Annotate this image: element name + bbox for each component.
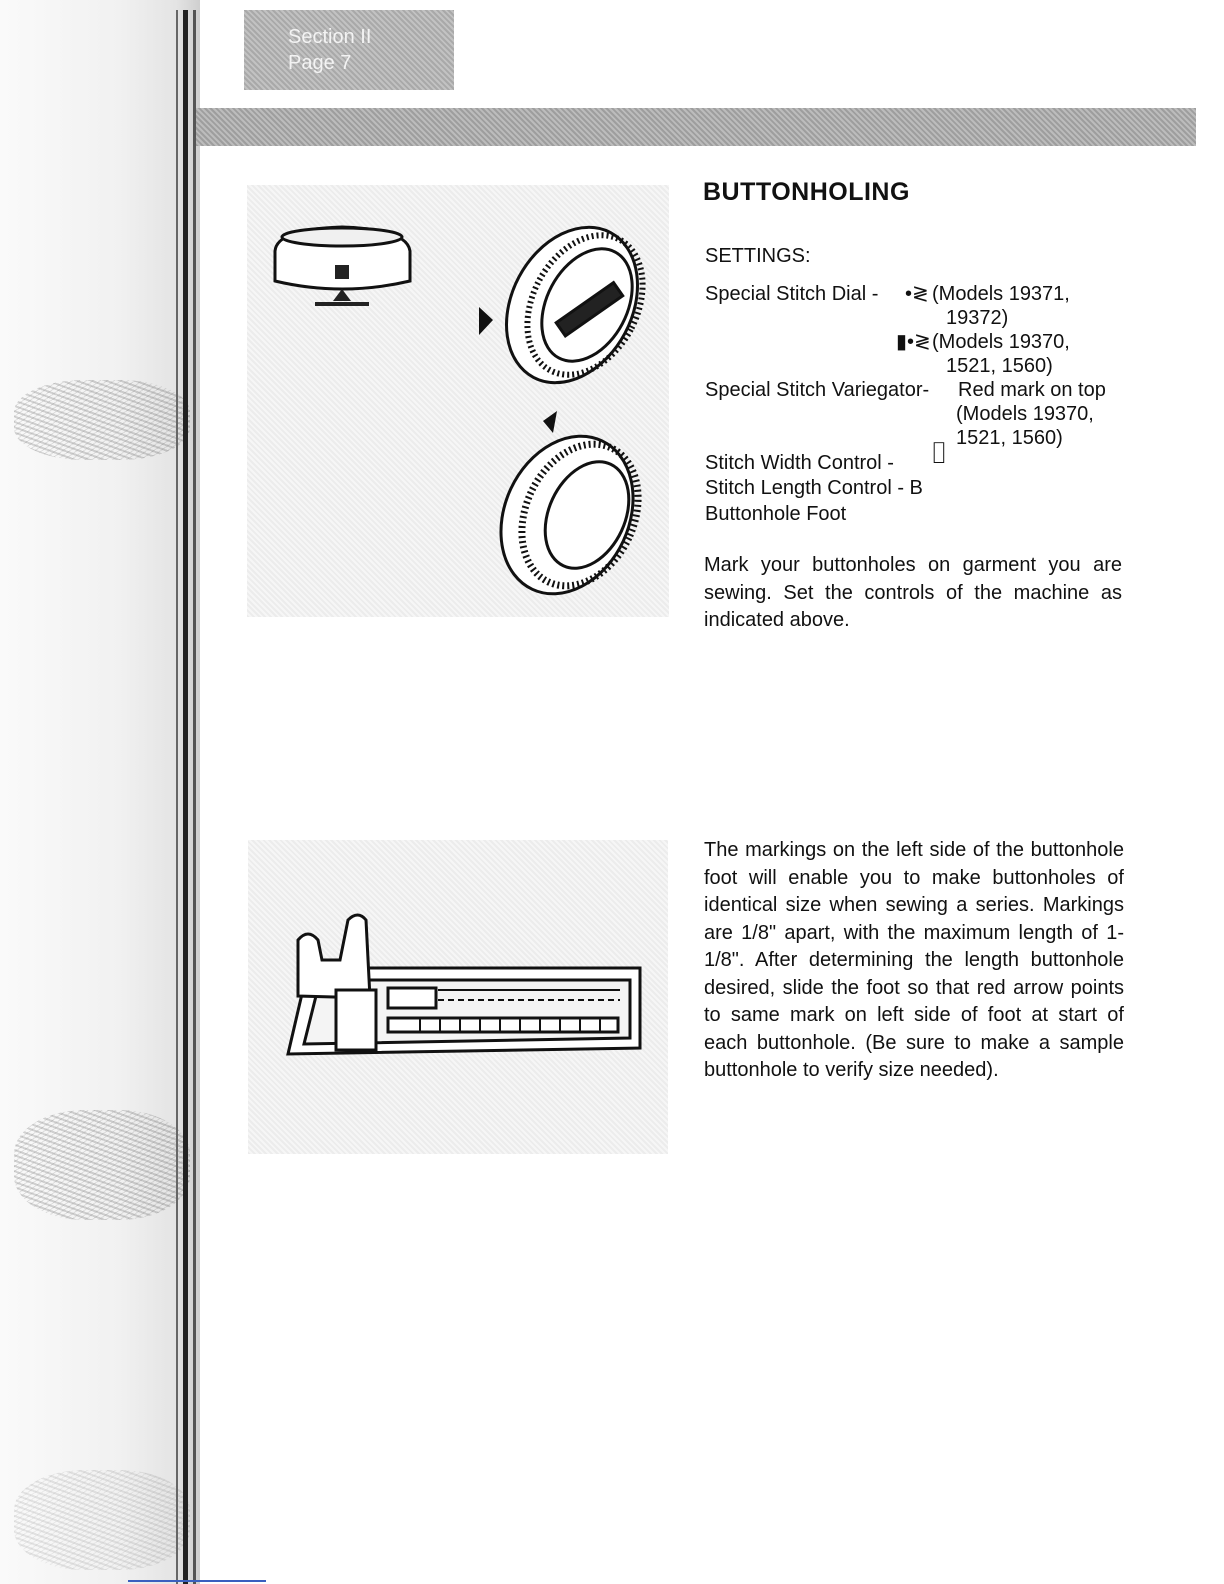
dial-option1-models: (Models 19371,	[932, 283, 1070, 305]
variegator-models-cont: 1521, 1560)	[956, 427, 1063, 449]
spine-line	[193, 10, 196, 1584]
dial-option2-models-cont: 1521, 1560)	[946, 355, 1053, 377]
buttonhole-foot-label: Buttonhole Foot	[705, 503, 847, 525]
length-control-label: Stitch Length Control - B	[705, 477, 923, 499]
variegator-value: Red mark on top	[958, 379, 1106, 401]
scan-noise	[14, 380, 190, 460]
dial-option2-models: (Models 19370,	[932, 331, 1070, 353]
spine-line	[183, 10, 188, 1584]
section-number: II	[360, 26, 372, 48]
special-stitch-dial-icon	[275, 227, 410, 306]
spine-line	[176, 10, 178, 1584]
page-binding-shadow	[0, 0, 200, 1584]
dial-option1-models-cont: 19372)	[946, 307, 1009, 329]
special-stitch-dial-label: Special Stitch Dial -	[705, 283, 879, 305]
buttonhole-symbol-icon: ⌷	[930, 437, 948, 470]
width-control-knob-icon	[476, 411, 660, 616]
buttonhole-foot-icon	[288, 915, 640, 1054]
scan-noise	[14, 1470, 190, 1570]
scan-noise	[14, 1110, 190, 1220]
dial-settings-illustration	[247, 185, 669, 617]
settings-heading: SETTINGS:	[705, 245, 811, 267]
instruction-paragraph-2: The markings on the left side of the buttonhole foot will enable you to make buttonholes of identical size when sewing a series. Markings are 1/8" apart, with the maximum length of 1-1/8". After determining the length buttonhole desired, slide the foot so that red arrow points to same mark on left side of foot at start of each buttonhole. (Be sure to make a sample buttonhole to verify size needed).	[704, 839, 1124, 1081]
variegator-models: (Models 19370,	[956, 403, 1094, 425]
bottom-edge-line	[128, 1580, 266, 1582]
page-number: 7	[340, 52, 352, 74]
header-band	[196, 108, 1196, 146]
width-control-label: Stitch Width Control -	[705, 452, 894, 474]
section-tab	[244, 10, 454, 90]
stitch-symbol-icon: ▮•≷	[896, 331, 931, 353]
variegator-knob-icon	[479, 204, 666, 405]
page-title: BUTTONHOLING	[703, 178, 910, 206]
buttonhole-foot-illustration	[248, 840, 668, 1154]
instruction-paragraph-1: Mark your buttonholes on garment you are sewing. Set the controls of the machine as indicated above.	[704, 554, 1122, 631]
section-label: Section	[288, 26, 355, 48]
stitch-symbol-icon: •≷	[905, 283, 929, 305]
variegator-label: Special Stitch Variegator-	[705, 379, 930, 401]
page-label: Page	[288, 52, 335, 74]
